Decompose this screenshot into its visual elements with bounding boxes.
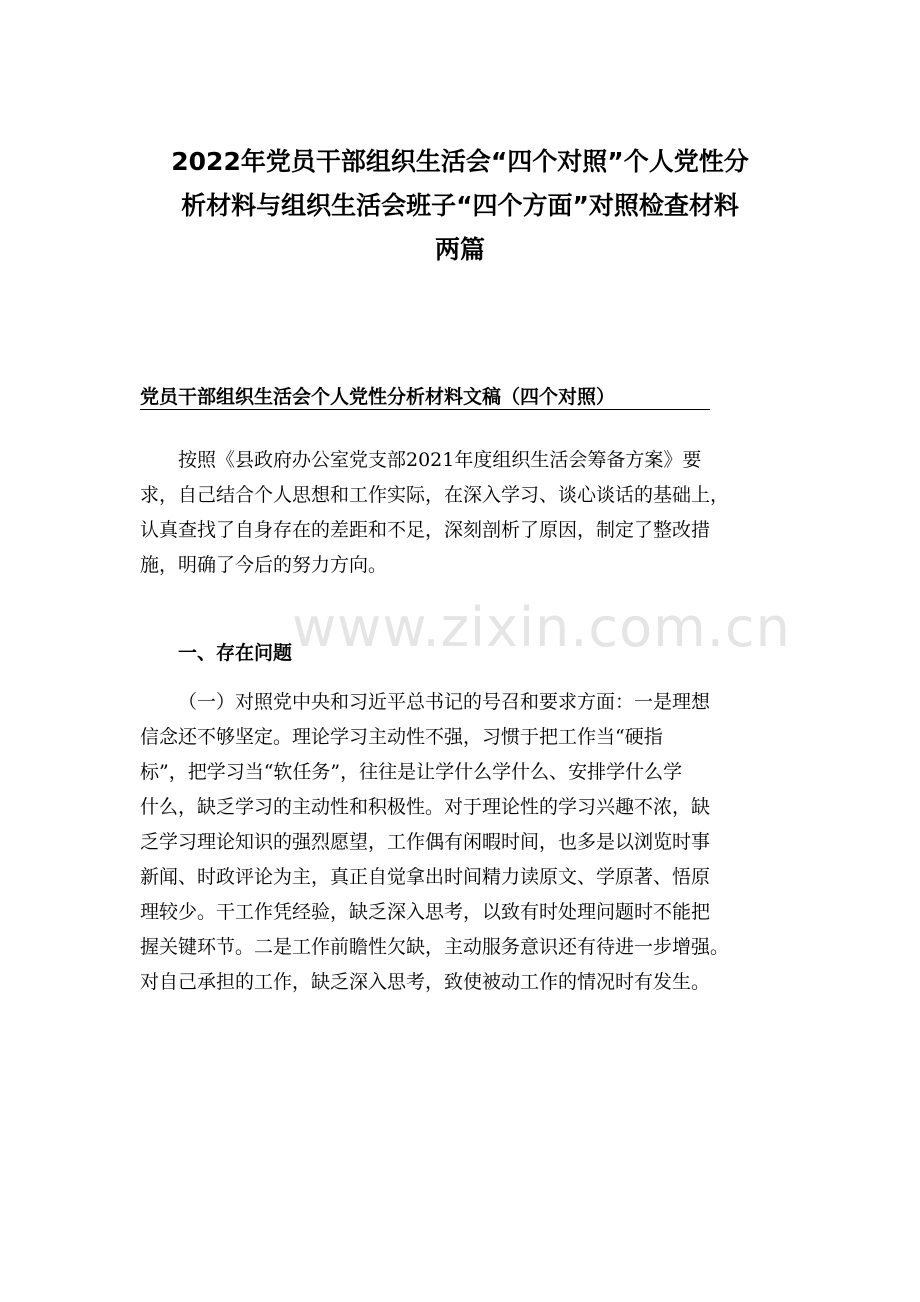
paragraph-line: 握关键环节。二是工作前瞻性欠缺，主动服务意识还有待进一步增强。 [140,936,730,958]
document-subtitle: 党员干部组织生活会个人党性分析材料文稿（四个对照） [140,386,616,408]
paragraph-line: 信念还不够坚定。理论学习主动性不强，习惯于把工作当“硬指 [140,726,663,748]
paragraph-line: 对自己承担的工作，缺乏深入思考，致使被动工作的情况时有发生。 [140,971,711,993]
document-title [120,140,800,272]
paragraph-line: 新闻、时政评论为主，真正自觉拿出时间精力读原文、学原著、悟原 [140,866,711,888]
title-line: 析材料与组织生活会班子“四个方面”对照检查材料 [181,191,739,220]
intro-paragraph [140,443,800,583]
watermark: www.zixin.com.cn [292,596,791,659]
paragraph-line: 认真查找了自身存在的差距和不足，深刻剖析了原因，制定了整改措 [140,519,711,541]
paragraph-line: 求，自己结合个人思想和工作实际，在深入学习、谈心谈话的基础上， [140,484,730,506]
paragraph-line: 理较少。干工作凭经验，缺乏深入思考，以致有时处理问题时不能把 [140,901,711,923]
title-line: 两篇 [434,235,485,264]
paragraph-line: 什么，缺乏学习的主动性和积极性。对于理论性的学习兴趣不浓，缺 [140,796,711,818]
paragraph-line: 标”，把学习当“软任务”，往往是让学什么学什么、安排学什么学 [140,761,683,783]
subtitle-underline [140,409,710,410]
paragraph-line: （一）对照党中央和习近平总书记的号召和要求方面：一是理想 [178,691,711,713]
paragraph-line: 乏学习理论知识的强烈愿望，工作偶有闲暇时间，也多是以浏览时事 [140,831,711,853]
section-paragraph [140,685,800,1000]
title-line: 2022年党员干部组织生活会“四个对照”个人党性分 [171,147,749,176]
paragraph-line: 施，明确了今后的努力方向。 [140,554,388,576]
paragraph-line: 按照《县政府办公室党支部2021年度组织生活会筹备方案》要 [178,449,702,471]
section-heading: 一、存在问题 [178,642,293,664]
